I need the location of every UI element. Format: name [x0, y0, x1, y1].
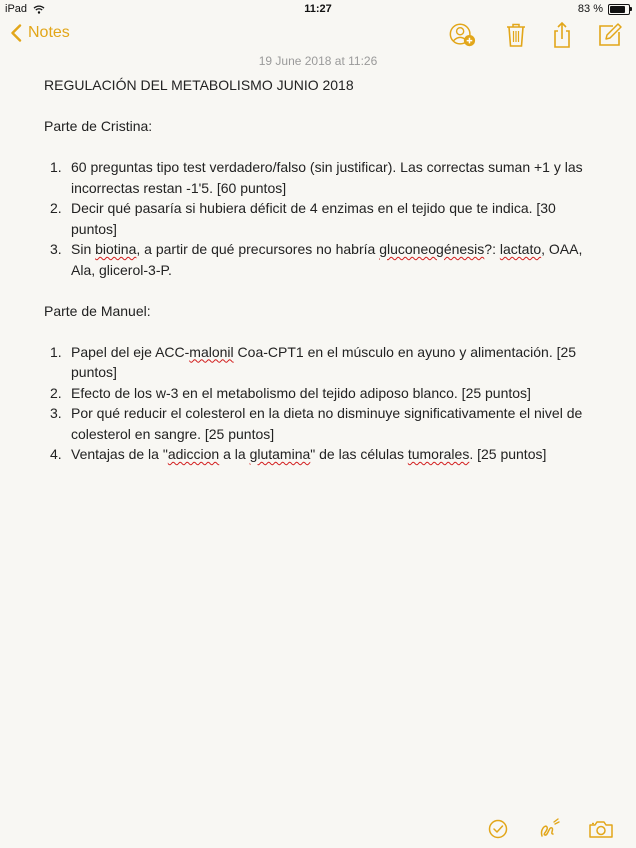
list-item	[44, 444, 604, 465]
toolbar	[0, 18, 636, 52]
list-number: 3.	[50, 241, 62, 257]
list-item-text: Decir qué pasaría si hubiera déficit de 4 enzimas en el tejido que te indica. [30 puntos]	[71, 200, 556, 237]
section-heading-manuel: Parte de Manuel:	[44, 302, 151, 319]
status-bar	[0, 0, 636, 18]
misspelled-word: tumorales	[407, 446, 470, 462]
note-title: REGULACIÓN DEL METABOLISMO JUNIO 2018	[44, 77, 354, 93]
compose-icon[interactable]	[596, 21, 624, 49]
add-person-icon[interactable]	[448, 21, 476, 49]
list-item-text: Efecto de los w-3 en el metabolismo del tejido adiposo blanco. [25 puntos]	[71, 384, 531, 401]
misspelled-word: biotina	[95, 241, 137, 257]
manuel-list	[44, 342, 604, 465]
text-segment: a la	[219, 446, 250, 462]
list-number: 2.	[50, 200, 62, 216]
section-heading-cristina: Parte de Cristina:	[44, 118, 153, 134]
list-item-text: Por qué reducir el colesterol en la dieta no disminuye significativamente el nivel de colesterol en sangre. [25 puntos]	[71, 405, 583, 442]
misspelled-word: lactato	[499, 241, 542, 257]
cristina-list	[44, 157, 604, 280]
status-right	[578, 3, 630, 15]
misspelled-word: adiccion	[167, 446, 220, 462]
battery-percent: 83 %	[577, 3, 603, 15]
chevron-left-icon	[10, 24, 22, 42]
list-item	[44, 383, 604, 404]
text-segment: , OAA, Ala, glicerol-3-P.	[71, 241, 583, 278]
text-segment: Papel del eje ACC-	[71, 343, 190, 360]
text-segment: Sin	[71, 241, 96, 257]
checklist-icon[interactable]	[486, 818, 512, 840]
list-item	[44, 403, 604, 444]
text-segment: . [25 puntos]	[469, 446, 547, 462]
note-date: 19 June 2018 at 11:26	[258, 54, 378, 68]
text-segment: " de las células	[310, 446, 408, 462]
misspelled-word: gluconeogénesis	[379, 241, 485, 257]
list-number: 1.	[50, 343, 62, 360]
text-segment: , a partir de qué precursores no habría	[136, 241, 380, 257]
note-body[interactable]	[44, 75, 604, 465]
camera-icon[interactable]	[588, 818, 614, 840]
status-time: 11:27	[304, 3, 332, 15]
list-number: 3.	[50, 405, 62, 421]
list-item	[44, 157, 604, 198]
list-number: 4.	[50, 446, 62, 462]
list-number: 1.	[50, 159, 62, 175]
list-number: 2.	[50, 384, 62, 401]
list-item	[44, 342, 604, 383]
back-label: Notes	[28, 24, 70, 41]
share-icon[interactable]	[548, 21, 576, 49]
text-segment: Ventajas de la "	[71, 446, 168, 462]
misspelled-word: malonil	[189, 343, 234, 360]
device-name: iPad	[5, 3, 28, 15]
list-item	[44, 239, 604, 280]
text-segment: ?:	[484, 241, 500, 257]
text-segment: Coa-CPT1 en el músculo en ayuno y alimentación. [25 puntos]	[71, 343, 577, 380]
battery-icon	[608, 4, 630, 15]
list-item	[44, 198, 604, 239]
sketch-icon[interactable]	[536, 818, 562, 840]
misspelled-word: glutamina	[249, 446, 311, 462]
trash-icon[interactable]	[502, 21, 530, 49]
list-item-text: 60 preguntas tipo test verdadero/falso (sin justificar). Las correctas suman +1 y las incorrectas restan -1'5. [60 puntos]	[71, 159, 583, 196]
back-button[interactable]	[10, 24, 70, 42]
